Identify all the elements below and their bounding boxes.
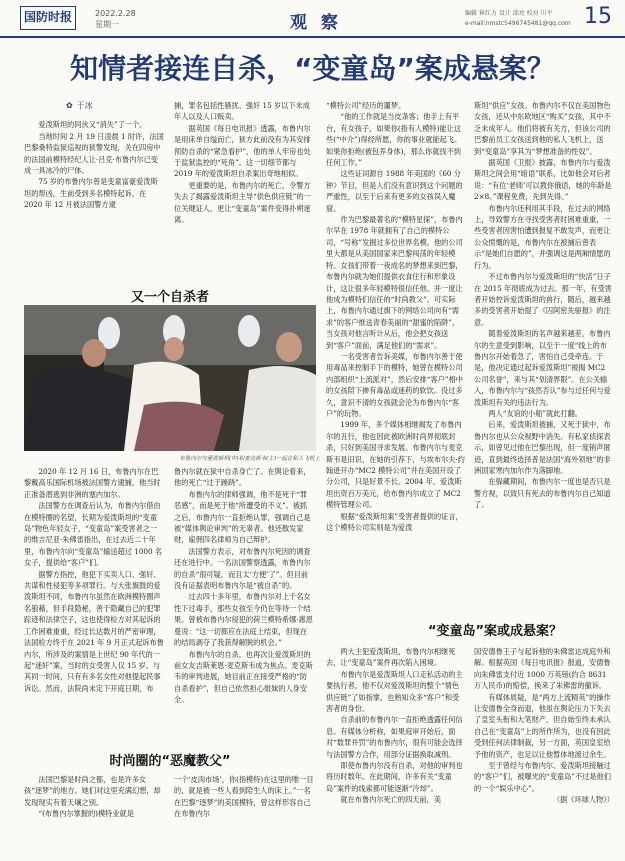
- private-jet-cabin-photo: [24, 305, 316, 451]
- paragraph: 法国警方表示，对布鲁内尔死因的调查还在进行中。一名法国警察透露，布鲁内尔的自杀“很可疑，而且太‘方便’了”。但目前没有证据表明布鲁内尔是“被自杀”的。: [174, 546, 311, 591]
- paragraph: 75 岁的布鲁内尔曾是变童富豪爱泼斯坦的帮凶，生前受到多名模特起诉，在 2020 年 12 月被法国警方逮: [24, 177, 158, 210]
- paragraph: 至于曾经与布鲁内尔、爱泼斯坦接触过的“客户”们，被曝光的“变童岛”不过是他们的一个“娱乐中心”。: [474, 761, 611, 793]
- paragraph: “(布鲁内尔掌握的)模特业就是: [38, 809, 134, 819]
- paragraph: 斯坦“供应”女孩。布鲁内尔不仅在美国物色女孩，还从中东欧地区“购买”女孩，其中不乏未成年人。他们将被有关方，但该公司的巴黎前员工女孩送到他的私人飞机上，送到“变童岛”享其为“梦想准备的性奴”。: [474, 101, 611, 156]
- subhead-another-suicide: 又一个自杀者: [130, 290, 209, 305]
- paragraph: “模特公司”经历的噩梦。: [326, 101, 406, 110]
- paragraph: 后来，爱泼斯坦被捕，又死于狱中，布鲁内尔也从公众视野中消失。有私家侦探表示，如曾见过他在巴黎出现，但一度销声匿迹，直到最终选择普是法国“海外领地”的非洲国家寒内加尔作为落脚地。: [474, 420, 611, 475]
- article-column-8: [174, 774, 314, 854]
- author-name: 于冰: [76, 101, 93, 110]
- issue-date: 2022.2.28: [95, 9, 136, 18]
- paragraph: 根据“爱泼斯坦案”受害者提供的证言，这个模特公司实则是为爱泼: [326, 511, 463, 533]
- paragraph: 在躲藏期间，布鲁内尔一度也是否只是警方视，以致只有死去的布鲁内尔自己知道了。: [474, 477, 611, 510]
- paragraph: 过去四十多年里，布鲁内尔对上千名女性下过毒手，那些女孩至今仍在等待一个结果。曾被布鲁内尔侵犯的荷兰模特希娜·惠恩曼说：“这一切都应在法庭上结束，但现在的结局剥夺了我获得解脱的机会。”: [174, 592, 313, 648]
- article-column-5: [24, 466, 164, 744]
- issue-weekday: 星期一: [95, 20, 119, 29]
- paragraph: 法国巴黎是时尚之都，也是许多女孩“逐梦”的地方。她们对这里充满幻想，却发现现实有着天壤之别。: [24, 775, 161, 807]
- paragraph: 更重要的是，布鲁内尔的死亡，令警方失去了揭露爱泼斯坦主导“供色供应链”的一位关键证人，更让“变童岛”案件变得扑朔迷离。: [174, 180, 311, 225]
- masthead: [0, 0, 625, 38]
- paragraph: 据英国《每日电讯报》透露，布鲁内尔是用床单自缢而亡，狱方此前没有为其安排预防自杀的“紧急看护”，他的单人牢房也处于监狱监控的“死角”。这一切细节都与 2019 年的爱泼斯坦自杀案出奇地相似。: [174, 123, 311, 179]
- email-line: e-mail:nmstc5496745481@qq.com: [465, 20, 571, 27]
- newspaper-logo: 国防时报: [20, 6, 76, 30]
- paragraph: 捕，罪名包括性骚扰、强奸 15 岁以下未成年人以及人口贩卖。: [174, 101, 310, 122]
- paragraph: 布鲁内尔的律师强调，他不是死于“罪恶感”，而是死于他“所遭受的不义”。被抓之后，布鲁内尔一直拒绝认罪，强调自己是被“媒体舆论审判”的无辜者。他还散发家财，雇佣四名律师为自己辩护。: [174, 489, 311, 545]
- paragraph: 布鲁内尔还利用其手段，在过去的网络上，导致警方在寻找受害者时困难重重，一些受害者因害怕遭到报复不敢发声，而更让公众愤慨的是，布鲁内尔在被捕后曾表示“是她们自愿的”，并强调这是两厢情愿的行为。: [474, 203, 611, 270]
- article-column-2: [174, 100, 314, 274]
- paragraph: 据英国《卫报》披露，布鲁内尔与爱泼斯坦之间会用“暗语”联系，比如他会对后者说：“有位‘老师’可以教你俄语，她的年龄是 2×8。”课程免费，先到先得。”: [474, 158, 612, 202]
- article-column-7: [24, 774, 164, 854]
- staff-credits: [465, 9, 571, 29]
- source-credit: （据《环球人物》）: [552, 795, 614, 805]
- paragraph: “他的工作就是当皮条客；他手上有平台，有女孩子，如果你(指有人模特)能让这些(“中介”)得经所愿，你的事业就能起飞。如果你拒绝(被包养身体)，那么你就找不到任何工作。”: [326, 112, 462, 168]
- article-column-9: [326, 646, 466, 852]
- paragraph: 两大主犯爱泼斯坦、布鲁内尔相继死去，让“变童岛”案件再次陷入困境。: [326, 647, 456, 668]
- article-column-6: [174, 466, 314, 744]
- paragraph: 就在布鲁内尔死亡的四天前，美: [340, 795, 442, 805]
- news-photo: [24, 305, 316, 451]
- paragraph: 两人“友谊的小船”就此打翻。: [488, 408, 582, 418]
- photo-caption: 布鲁内尔与爱泼斯坦(中)和麦克斯韦(左)一起在私人飞机上: [179, 456, 320, 462]
- byline: [66, 100, 164, 111]
- byline-ornament-icon: ✿: [66, 101, 73, 110]
- paragraph: 布鲁内尔的自杀，也再次让爱泼斯坦的前女友吉斯莱恩·麦克斯韦成为焦点。麦克斯韦的审判进展，她目前正在接受严格的“防自杀看护”，但自己依然担心姐妹的人身安全。: [174, 649, 313, 705]
- paragraph: 2020 年 12 月 16 日，布鲁内尔在巴黎戴高乐国际机场被法国警方逮捕，他当时正准备潜逃到非洲的塞内加尔。: [24, 467, 161, 499]
- section-title: 观 察: [290, 13, 342, 33]
- subhead-cold-case: “变童岛”案或成悬案？: [427, 624, 563, 639]
- paragraph: 法国警方在调查后认为，布鲁内尔借由在模特圈的名望，长期为爱泼斯坦的“变童岛”物色年轻女子，“变童岛”案受害者之一的维吉尼亚·朱佛雷指出，在过去近二十年里，布鲁内尔向“变童岛”输送超过 1000 名女子，提供给“客户”们。: [24, 501, 163, 568]
- page-number: 15: [584, 4, 612, 29]
- article-column-4: [474, 100, 614, 610]
- paragraph: 有媒体质疑，是“两方上流精英”的操作让安德鲁全身而退，他虽在舆论压力下失去了皇室头衔和大笔财产，但自始至终未承认自己在“变童岛”上的所作所为，也没有因此受到任何法律制裁，另一方面，英国皇室给予他的资产，也足以让他暂体地渡过余生。: [474, 692, 611, 759]
- paragraph: 当地时间 2 月 19 日凌晨 1 时许，法国巴黎桑特监狱巡视的狱警发现，关在四房中的法国前模特经纪人让·吕克·布鲁内尔已变成一具冰冷的尸体。: [24, 131, 164, 176]
- paragraph: 作为巴黎最著名的“模特星探”，布鲁内尔早在 1978 年就拥有了自己的模特公司，“号称”发掘过多位世界名模。他的公司里大都是从美国国家来巴黎闯荡的年轻模特。女孩们带着一夜成名的梦想来到巴黎，布鲁内尔就为她们提供衣食住行和形象设计，这让很多年轻模特很信任他。并一度让他成为模特们信任的“时尚教父”。可实际上，布鲁内尔通过旗下的网络公司向有“需求”的客户推送青春美丽的“甜蜜的陷阱”，当女孩对他言听计从后，他会把女孩送到“客户”面前，满足他们的“需求”。: [326, 215, 463, 350]
- paragraph: 鲁内尔就在狱中自杀身亡了。在舆论看来，他的死亡“过于蹊跷”。: [174, 467, 311, 488]
- paragraph: 据警方指控，他犯下买卖人口、强奸、共谋和性侵犯等多项罪行。与大张旗鼓的爱泼斯坦不同，布鲁内尔虽然在欧洲模特圈声名狼藉，但手段隐秘，善于隐藏自己的犯罪踪迹和法律空子，这也使得检方对其起诉的工作困难重重，经过长达数月的严密审理，法国检方终于在 2021 年 9 月正式起诉布鲁内尔，所涉及的案情是上世纪 90 年代的一起“迷奸”案，当时的女受害人仅 15 岁。与其同一时间，只有有多名女性对他提起民事诉讼。然而，法院尚未定下开庭日期，布: [24, 569, 164, 693]
- paragraph: 自杀前的布鲁内尔一直拒绝透露任何信息。有媒体分析称，如果庭审开始后，面对“数罪并罚”的布鲁内尔，很有可能会选择与法国警方合作，用部分证据换取减刑。: [326, 715, 463, 759]
- paragraph: 这些证词源自 1988 年美国的《60 分钟》节目，但是人们没有意识到这个问题的严重性，以至于后来有更多的女孩误入魔窟。: [326, 169, 463, 213]
- paragraph: 爱泼斯坦的同伙又“消失”了一个。: [38, 120, 147, 130]
- staff-line: 编辑 崔红力 设计 邱亮 校对 川平: [465, 10, 553, 17]
- issue-date-block: [95, 8, 136, 30]
- paragraph: 一名受害者告诉美媒，布鲁内尔善于使用毒品来控制手下的模特，她曾在模特公司内部组织“上流派对”，然后安排“客户”相中的女孩陪下掺有毒品或迷药的软饮。没过多久，意识不清的女孩就会沦为布鲁内尔“客户”的玩物。: [326, 351, 463, 418]
- subhead-fashion-devil-godfather: 时尚圈的“恶魔教父”: [109, 754, 231, 769]
- paragraph: 随着爱泼斯坦的名声越来越差，布鲁内尔的生意受到影响，以至于一度“线上的布鲁内尔开始着急了，害怕自己受牵连。于是，他决定通过起诉爱泼斯坦”被揭 MC2 公司名誉”，来与其“划清界限”。在公关输入，布鲁内尔与“孩然否认”参与过任何与爱泼斯坦有关的违法行为。: [474, 329, 611, 407]
- paragraph: 不过布鲁内尔与爱泼斯坦的“快活”日子在 2015 年彻底成为过去。那一年，有受害者开始控诉爱泼斯坦的兽行，随后，越来越多的受害者开始提了《囚阿密先驱报》的注意。: [474, 272, 612, 327]
- paragraph: 1999 年，多个媒体相继揭发了布鲁内尔的丑行，他也因此被欧洲时尚界彻底封杀，只好到美国寻求发展。布鲁内尔与麦克斯韦是旧识，在她的引荐下，与埃布尔夫·约翰逊开办“MC2 模特公司”并在美国开设了分公司，只是好景不长。2004 年，爱泼斯坦出资百万美元，给布鲁内尔成立了 MC2 模特管理公司。: [326, 420, 465, 510]
- paragraph: 一个‘皮肉市场’，你(指模特)在这里的唯一目的，就是被一些人看到陪生人的床上。”一名在巴黎“逐梦”的美国模特，曾这样形容自己在布鲁内尔: [174, 775, 314, 819]
- headline: 知情者接连自杀，“变童岛”案成悬案？: [70, 52, 555, 85]
- article-column-10: [474, 646, 614, 854]
- paragraph: 布鲁内尔是爱泼斯坦人口走私活动的主要执行者，他不仅对爱泼斯坦的整个“情色供应链”了如指掌，也熟知众多“客户”和受害者的身份。: [326, 669, 463, 714]
- paragraph: 国安德鲁王子与起诉他的朱佛雷达成庭外和解。根据英国《每日电讯报》报道，安德鲁向朱佛雷支付近 1000 万英镑(约合 8631 万人民币)的赔偿，换来了朱佛雷的撤诉。: [474, 647, 611, 691]
- paragraph: 即使布鲁内尔没有自杀，对他的审判也将历时数年。在此期间，许多有关“变童岛”案件的线索都可能逐渐“冷却”。: [326, 761, 463, 793]
- article-column-1: [24, 100, 164, 296]
